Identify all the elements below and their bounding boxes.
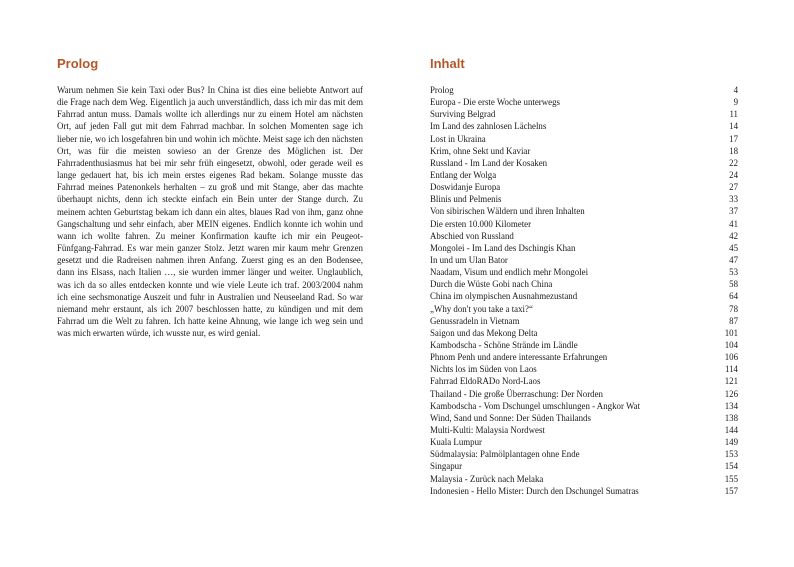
toc-entry xyxy=(430,108,738,120)
toc-entry-title: Südmalaysia: Palmölplantagen ohne Ende xyxy=(430,449,580,460)
toc-entry-title: Im Land des zahnlosen Lächelns xyxy=(430,121,547,132)
toc-entry xyxy=(430,218,738,230)
toc-entry-page: 42 xyxy=(729,230,738,241)
toc-entry-page: 101 xyxy=(724,327,738,338)
toc-entry-title: Phnom Penh und andere interessante Erfahrungen xyxy=(430,352,608,363)
toc-entry-title: China im olympischen Ausnahmezustand xyxy=(430,291,578,302)
toc-entry-title: Malaysia - Zurück nach Melaka xyxy=(430,473,544,484)
toc-entry xyxy=(430,460,738,472)
toc-entry-page: 138 xyxy=(724,412,738,423)
toc-entry xyxy=(430,133,738,145)
toc-entry-title: Durch die Wüste Gobi nach China xyxy=(430,279,553,290)
toc-entry-title: Europa - Die erste Woche unterwegs xyxy=(430,97,560,108)
toc-entry-title: Thailand - Die große Überraschung: Der Norden xyxy=(430,388,603,399)
toc-entry xyxy=(430,96,738,108)
toc-entry-page: 33 xyxy=(729,194,738,205)
toc-entry xyxy=(430,84,738,96)
toc-entry-title: Doswidanje Europa xyxy=(430,182,501,193)
toc-entry xyxy=(430,363,738,375)
toc-entry-page: 155 xyxy=(724,473,738,484)
toc-entry xyxy=(430,351,738,363)
toc-entry-page: 17 xyxy=(729,133,738,144)
toc-entry xyxy=(430,400,738,412)
toc-entry-title: Kambodscha - Schöne Strände im Ländle xyxy=(430,339,578,350)
toc-entry-title: Naadam, Visum und endlich mehr Mongolei xyxy=(430,267,589,278)
toc-entry xyxy=(430,266,738,278)
toc-entry xyxy=(430,339,738,351)
toc-entry-page: 87 xyxy=(729,315,738,326)
toc-entry-title: Genussradeln in Vietnam xyxy=(430,315,520,326)
toc-entry-page: 4 xyxy=(733,85,738,95)
toc-entry-title: Die ersten 10.000 Kilometer xyxy=(430,218,532,229)
toc-entry-title: In und um Ulan Bator xyxy=(430,254,508,265)
toc-entry xyxy=(430,485,738,497)
toc-entry-title: Lost in Ukraina xyxy=(430,133,486,144)
toc-entry xyxy=(430,205,738,217)
toc-entry-page: 144 xyxy=(724,424,738,435)
toc-entry xyxy=(430,254,738,266)
toc-entry-page: 53 xyxy=(729,267,738,278)
toc-entry-title: Russland - Im Land der Kosaken xyxy=(430,157,548,168)
toc-entry-page: 22 xyxy=(729,157,738,168)
toc-entry-title: „Why don't you take a taxi?“ xyxy=(430,303,533,314)
toc-entry xyxy=(430,315,738,327)
toc-entry-title: Kambodscha - Vom Dschungel umschlungen - Angkor Wat xyxy=(430,400,641,411)
toc-entry-page: 106 xyxy=(724,352,738,363)
toc-entry-page: 24 xyxy=(729,169,738,180)
toc-entry xyxy=(430,181,738,193)
toc-entry-page: 18 xyxy=(729,145,738,156)
toc-entry xyxy=(430,412,738,424)
toc-entry xyxy=(430,388,738,400)
toc-entry-page: 9 xyxy=(733,97,738,108)
toc-entry-page: 154 xyxy=(724,461,738,472)
toc-heading: Inhalt xyxy=(430,56,465,71)
toc-entry-page: 104 xyxy=(724,339,738,350)
toc-entry xyxy=(430,303,738,315)
toc-entry-page: 153 xyxy=(724,449,738,460)
toc-entry xyxy=(430,290,738,302)
toc-entry-title: Prolog xyxy=(430,85,454,95)
toc-entry xyxy=(430,193,738,205)
toc-entry xyxy=(430,278,738,290)
toc-entry-page: 149 xyxy=(724,437,738,448)
toc-entry xyxy=(430,145,738,157)
toc-entry-page: 14 xyxy=(729,121,738,132)
toc-entry-title: Surviving Belgrad xyxy=(430,109,496,120)
toc-entry-page: 78 xyxy=(729,303,738,314)
toc-entry-page: 64 xyxy=(729,291,738,302)
toc-entry-title: Krim, ohne Sekt und Kaviar xyxy=(430,145,531,156)
toc-entry-title: Blinis und Pelmenis xyxy=(430,194,502,205)
prolog-body-text: Warum nehmen Sie kein Taxi oder Bus? In China ist dies eine beliebte Antwort auf die Frage nach dem Weg. Eigentlich ja auch unverständlich, dass ich mir das mit dem Fahrrad antun muss. Damals wollte ich allerdings nur zu einem Hotel am nächsten Ort, auf jeden Fall gut mit dem Fahrrad machbar. In solchen Momenten sage ich lieber nie, wo ich losgefahren bin und wohin ich möchte. Meist sage ich den nächsten Ort, was für die meisten sowieso an der Grenze des Möglichen ist. Der Fahrradenthusiasmus hat bei mir sehr früh eingesetzt, obwohl, oder gerade weil es lange gedauert hat, bis ich mein erstes eigenes Rad bekam. Solange musste das Fahrrad meines Patenonkels herhalten – zu groß und mit Stange, aber das machte überhaupt nichts, denn ich steckte einfach ein Bein unter der Stange durch. Zu meinem achten Geburtstag bekam ich dann ein altes, blaues Rad von ihm, ganz ohne Gangschaltung und sehr einfach, aber MEIN eigenes. Endlich konnte ich wohin und wann ich wollte fahren. Zu meiner Konfirmation kaufte ich mir ein Peugeot-Fünfgang-Fahrrad. Es war mein ganzer Stolz. Jetzt waren mir kaum mehr Grenzen gesetzt und die Radreisen nahmen ihren Anfang. Zuerst ging es an den Bodensee, dann ins Elsass, nach Italien …, sie wurden immer länger und weiter. Unglaublich, was ich da so alles entdecken konnte und wie viele Leute ich traf. 2003/2004 nahm ich eine sechsmonatige Auszeit und fuhr in Australien und Neuseeland Rad. So war niemand mehr erstaunt, als ich 2007 beschlossen hatte, zu kündigen und mit dem Fahrrad um die Welt zu fahren. Ich hatte keine Ahnung, wie lange ich weg sein und was mich erwarten würde, ich wusste nur, es wird genial. xyxy=(57,85,363,339)
toc-entry xyxy=(430,424,738,436)
toc-entry-page: 11 xyxy=(729,109,738,120)
toc-entry-page: 47 xyxy=(729,254,738,265)
toc-entry-title: Fahrrad EldoRADo Nord-Laos xyxy=(430,376,541,387)
toc-entry xyxy=(430,157,738,169)
toc-entry-title: Entlang der Wolga xyxy=(430,169,497,180)
toc-entry xyxy=(430,120,738,132)
toc-entry-title: Indonesien - Hello Mister: Durch den Dschungel Sumatras xyxy=(430,485,639,496)
toc-entry-title: Nichts los im Süden von Laos xyxy=(430,364,537,375)
toc-entry xyxy=(430,436,738,448)
toc-entry-page: 41 xyxy=(729,218,738,229)
toc-entry xyxy=(430,327,738,339)
toc-entry xyxy=(430,242,738,254)
toc-entry-page: 37 xyxy=(729,206,738,217)
toc-entry-title: Singapur xyxy=(430,461,463,472)
toc-entry-page: 58 xyxy=(729,279,738,290)
prolog-heading: Prolog xyxy=(57,56,99,71)
toc-entry-page: 114 xyxy=(725,364,738,375)
toc-list xyxy=(430,84,738,497)
toc-entry-title: Mongolei - Im Land des Dschingis Khan xyxy=(430,242,576,253)
toc-entry xyxy=(430,169,738,181)
toc-entry-title: Saigon und das Mekong Delta xyxy=(430,327,538,338)
toc-entry xyxy=(430,473,738,485)
toc-entry-title: Von sibirischen Wäldern und ihren Inhalten xyxy=(430,206,585,217)
toc-entry-page: 157 xyxy=(724,485,738,496)
toc-entry-title: Wind, Sand und Sonne: Der Süden Thailands xyxy=(430,412,591,423)
toc-entry-title: Abschied von Russland xyxy=(430,230,514,241)
toc-entry-page: 45 xyxy=(729,242,738,253)
toc-entry xyxy=(430,375,738,387)
toc-entry xyxy=(430,230,738,242)
toc-entry-title: Kuala Lumpur xyxy=(430,437,483,448)
toc-entry-page: 134 xyxy=(724,400,738,411)
toc-entry-page: 126 xyxy=(724,388,738,399)
toc-entry xyxy=(430,448,738,460)
toc-entry-page: 27 xyxy=(729,182,738,193)
toc-entry-page: 121 xyxy=(724,376,738,387)
toc-entry-title: Multi-Kulti: Malaysia Nordwest xyxy=(430,424,545,435)
